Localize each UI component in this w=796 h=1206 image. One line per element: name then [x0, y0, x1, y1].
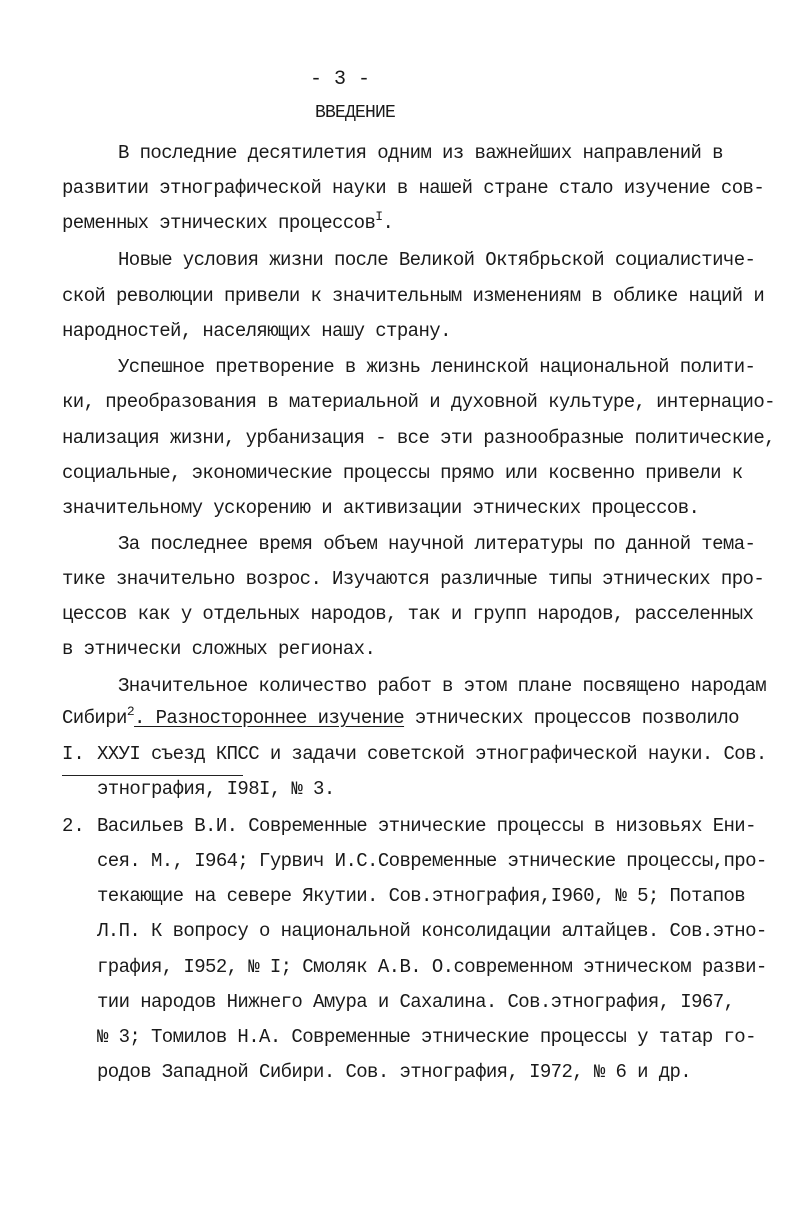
paragraph-line: социальные, экономические процессы прямо или косвенно привели к — [62, 462, 743, 484]
paragraph-line: Успешное претворение в жизнь ленинской национальной полити- — [118, 356, 756, 378]
paragraph-line: За последнее время объем научной литературы по данной тема- — [118, 533, 756, 555]
footnote-line: XXУI съезд КПСС и задачи советской этнографической науки. Сов. — [97, 743, 767, 765]
paragraph-line: нализация жизни, урбанизация - все эти разнообразные политические, — [62, 427, 775, 449]
paragraph-line: В последние десятилетия одним из важнейших направлений в — [118, 142, 723, 164]
footnote-line: сея. М., I964; Гурвич И.С.Современные этнические процессы,про- — [97, 850, 767, 872]
footnote-divider — [62, 775, 243, 776]
paragraph-line: развитии этнографической науки в нашей стране стало изучение сов- — [62, 177, 765, 199]
footnote-line: этнография, I98I, № 3. — [97, 778, 335, 800]
paragraph-line: Значительное количество работ в этом плане посвящено народам — [118, 675, 767, 697]
footnote-line: № 3; Томилов Н.А. Современные этнические процессы у татар го- — [97, 1026, 756, 1048]
footnote-number: I. — [62, 743, 85, 765]
section-title: ВВЕДЕНИЕ — [314, 103, 395, 123]
footnote-line: Л.П. К вопросу о национальной консолидации алтайцев. Сов.этно- — [97, 920, 767, 942]
paragraph-line: ской революции привели к значительным изменениям в облике наций и — [62, 285, 765, 307]
paragraph-line: ременных этнических процессов$^I$. — [62, 209, 394, 234]
paragraph-line: народностей, населяющих нашу страну. — [62, 320, 451, 342]
footnote-line: Васильев В.И. Современные этнические процессы в низовьях Ени- — [97, 815, 756, 837]
footnote-ref-2: 2 — [126, 704, 135, 719]
paragraph-line: Новые условия жизни после Великой Октябрьской социалистиче- — [118, 249, 756, 271]
page-number: - 3 - — [309, 68, 370, 91]
paragraph-line: тике значительно возрос. Изучаются различные типы этнических про- — [62, 568, 765, 590]
paragraph-line: значительному ускорению и активизации этнических процессов. — [62, 497, 700, 519]
paragraph-line: ки, преобразования в материальной и духовной культуре, интернацио- — [62, 391, 775, 413]
footnote-line: текающие на севере Якутии. Сов.этнография,I960, № 5; Потапов — [97, 885, 746, 907]
paragraph-line: Сибири$^2$. Разностороннее изучение этнических процессов позволило — [62, 704, 739, 729]
paragraph-line: в этнически сложных регионах. — [62, 638, 376, 660]
footnote-ref-1: I — [375, 209, 383, 224]
footnote-line: графия, I952, № I; Смоляк А.В. О.современном этническом разви- — [97, 956, 767, 978]
footnote-line: родов Западной Сибири. Сов. этнография, I972, № 6 и др. — [97, 1061, 692, 1083]
footnote-line: тии народов Нижнего Амура и Сахалина. Сов.этнография, I967, — [97, 991, 735, 1013]
paragraph-line: цессов как у отдельных народов, так и групп народов, расселенных — [62, 603, 754, 625]
footnote-number: 2. — [62, 815, 85, 837]
